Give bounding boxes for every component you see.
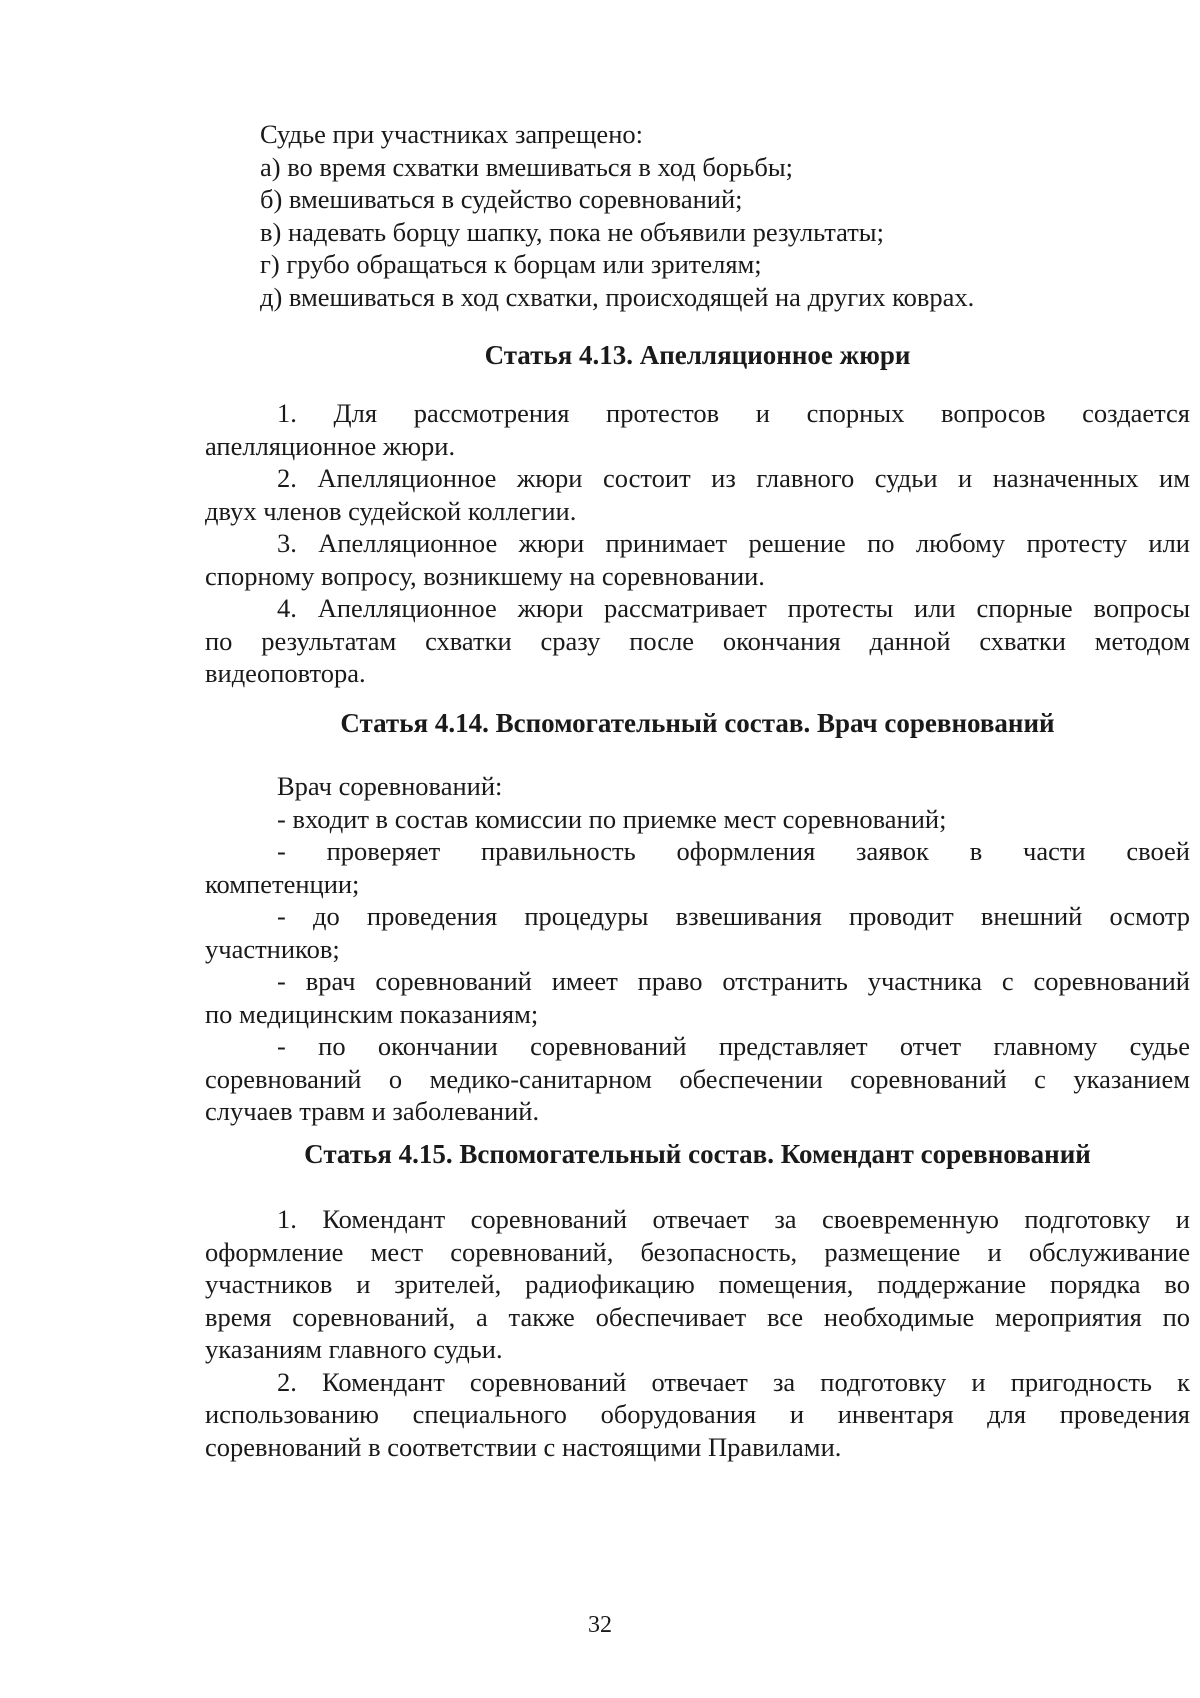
paragraph-line: оформление мест соревнований, безопасность, размещение и обслуживание [205, 1236, 1190, 1267]
paragraph-line: по результатам схватки сразу после окончания данной схватки методом [205, 625, 1190, 656]
judge-prohibitions [260, 118, 1160, 313]
article-4-14-body [205, 770, 1190, 1128]
doctor-lead: Врач соревнований: [277, 771, 503, 801]
list-item-line: по медицинским показаниям; [205, 998, 539, 1029]
list-item-line: участников; [205, 933, 340, 964]
article-4-13-heading: Статья 4.13. Апелляционное жюри [484, 340, 911, 370]
paragraph-line: 3. Апелляционное жюри принимает решение по любому протесту или [277, 528, 1190, 558]
paragraph-line: видеоповтора. [205, 658, 366, 688]
paragraph-line: 1. Комендант соревнований отвечает за своевременную подготовку и [277, 1204, 1190, 1234]
list-item-line: соревнований о медико-санитарном обеспечении соревнований с указанием [205, 1063, 1190, 1094]
prohibition-item: в) надевать борцу шапку, пока не объявили результаты; [260, 216, 884, 247]
paragraph-line: 1. Для рассмотрения протестов и спорных вопросов создается [277, 398, 1190, 428]
paragraph-line: время соревнований, а также обеспечивает все необходимые мероприятия по [205, 1301, 1190, 1332]
paragraph-line: указаниям главного судьи. [205, 1334, 503, 1364]
paragraph-line: двух членов судейской коллегии. [205, 495, 577, 526]
list-item-line: - по окончании соревнований представляет отчет главному судье [277, 1031, 1190, 1061]
list-item-line: компетенции; [205, 868, 360, 899]
article-4-14-heading: Статья 4.14. Вспомогательный состав. Врач соревнований [340, 708, 1055, 738]
prohibition-item: д) вмешиваться в ход схватки, происходящей на других коврах. [260, 281, 975, 312]
page-number: 32 [588, 1612, 612, 1638]
list-item-line: - входит в состав комиссии по приемке мест соревнований; [277, 803, 947, 834]
paragraph-line: 2. Апелляционное жюри состоит из главного судьи и назначенных им [277, 463, 1190, 493]
paragraph-line: апелляционное жюри. [205, 430, 456, 461]
article-4-15-body [205, 1203, 1190, 1463]
article-4-13-body [205, 397, 1190, 690]
prohibition-item: г) грубо обращаться к борцам или зрителям; [260, 249, 762, 279]
article-4-15-heading: Статья 4.15. Вспомогательный состав. Комендант соревнований [304, 1139, 1091, 1169]
paragraph-line: 2. Комендант соревнований отвечает за подготовку и пригодность к [277, 1366, 1190, 1397]
list-item-line: случаев травм и заболеваний. [205, 1096, 540, 1126]
list-item-line: - проверяет правильность оформления заявок в части своей [277, 836, 1190, 866]
prohibition-item: б) вмешиваться в судейство соревнований; [260, 184, 743, 214]
list-item-line: - врач соревнований имеет право отстранить участника с соревнований [277, 966, 1190, 996]
prohibition-item: а) во время схватки вмешиваться в ход борьбы; [260, 151, 794, 182]
paragraph-line: 4. Апелляционное жюри рассматривает протесты или спорные вопросы [277, 593, 1190, 623]
list-item-line: - до проведения процедуры взвешивания проводит внешний осмотр [277, 901, 1190, 931]
paragraph-line: участников и зрителей, радиофикацию помещения, поддержание порядка во [205, 1269, 1190, 1299]
paragraph-line: использованию специального оборудования и инвентаря для проведения [205, 1399, 1190, 1429]
prohibitions-lead: Судье при участниках запрещено: [260, 119, 643, 149]
paragraph-line: спорному вопросу, возникшему на соревновании. [205, 560, 765, 591]
paragraph-line: соревнований в соответствии с настоящими Правилами. [205, 1431, 842, 1462]
